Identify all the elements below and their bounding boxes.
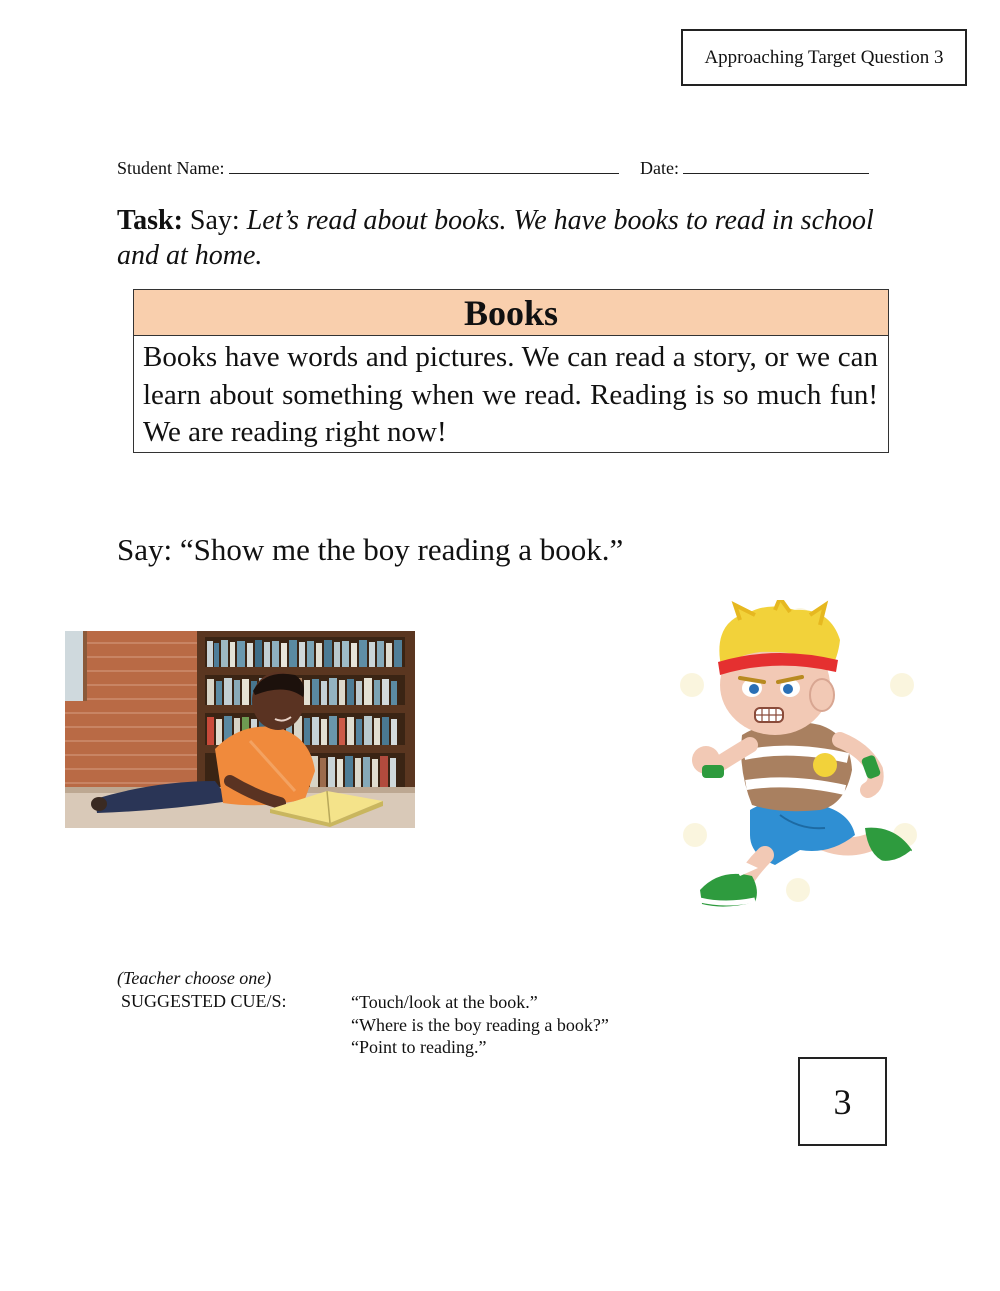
question-prompt: Say: “Show me the boy reading a book.”	[117, 532, 624, 567]
cue-item: “Where is the boy reading a book?”	[351, 1014, 609, 1035]
task-instruction	[117, 203, 877, 273]
suggested-cues-label: SUGGESTED CUE/S:	[121, 991, 287, 1011]
question-label: Approaching Target Question 3	[704, 46, 944, 68]
passage-title: Books	[134, 290, 888, 336]
teacher-note: (Teacher choose one)	[117, 968, 272, 988]
date-blank[interactable]	[683, 159, 869, 174]
boy-reading-photo[interactable]	[65, 631, 415, 828]
passage-body: Books have words and pictures. We can read a story, or we can learn about something when we read. Reading is so much fun! We are reading right now!	[143, 341, 878, 448]
student-name-label: Student Name:	[117, 158, 225, 178]
cue-item: “Touch/look at the book.”	[351, 992, 538, 1012]
student-name-blank[interactable]	[229, 159, 619, 174]
question-label-box	[681, 29, 967, 86]
suggested-cues-list	[351, 991, 609, 1059]
boy-running-cartoon[interactable]	[680, 600, 925, 920]
page-number-box	[798, 1057, 887, 1146]
reading-passage	[133, 289, 889, 453]
student-info-line	[117, 158, 869, 179]
date-label: Date:	[639, 158, 679, 178]
cue-item: “Point to reading.”	[351, 1037, 487, 1057]
page-number: 3	[833, 1081, 852, 1122]
task-say: Say:	[189, 205, 240, 236]
task-text: Let’s read about books. We have books to read in school and at home.	[117, 205, 874, 271]
task-label: Task:	[117, 205, 183, 236]
